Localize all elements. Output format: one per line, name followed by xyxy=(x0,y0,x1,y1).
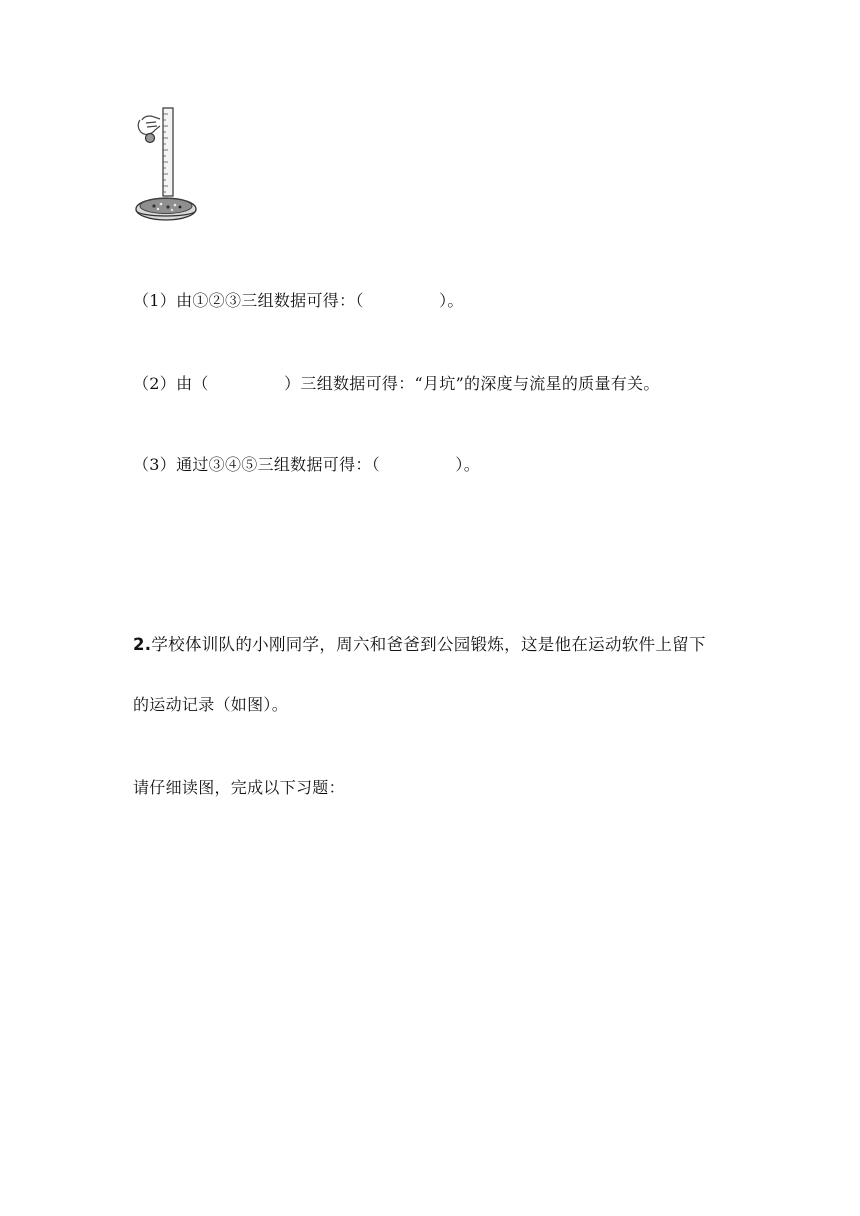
question-1-prefix: （1）由①②③三组数据可得：（ xyxy=(133,291,364,310)
question-2-answer-blank[interactable] xyxy=(209,373,284,395)
meteor-crater-experiment-figure xyxy=(132,106,202,228)
question-1-answer-blank[interactable] xyxy=(364,290,439,312)
hand-with-ball-icon xyxy=(138,116,160,143)
question-1 xyxy=(133,290,464,312)
problem-2-number: 2. xyxy=(133,635,152,654)
sand-tray-icon xyxy=(136,198,196,220)
question-3-suffix: ）。 xyxy=(455,455,480,474)
question-3-prefix: （3）通过③④⑤三组数据可得：（ xyxy=(133,455,380,474)
question-2-prefix: （2）由（ xyxy=(133,374,209,393)
question-3 xyxy=(133,454,480,476)
question-2-suffix: ）三组数据可得：“月坑”的深度与流星的质量有关。 xyxy=(284,374,660,393)
question-2 xyxy=(133,373,660,395)
question-1-suffix: ）。 xyxy=(439,291,464,310)
question-3-answer-blank[interactable] xyxy=(380,454,455,476)
problem-2-instruction: 请仔细读图，完成以下习题： xyxy=(133,778,345,797)
problem-2-statement-line-2: 的运动记录（如图）。 xyxy=(133,695,289,714)
vertical-ruler-icon xyxy=(163,108,173,196)
ruler-drop-apparatus-icon xyxy=(132,106,202,228)
problem-2-text-line-1: 学校体训队的小刚同学，周六和爸爸到公园锻炼，这是他在运动软件上留下 xyxy=(151,635,706,654)
problem-2-statement-line-1 xyxy=(133,634,706,656)
